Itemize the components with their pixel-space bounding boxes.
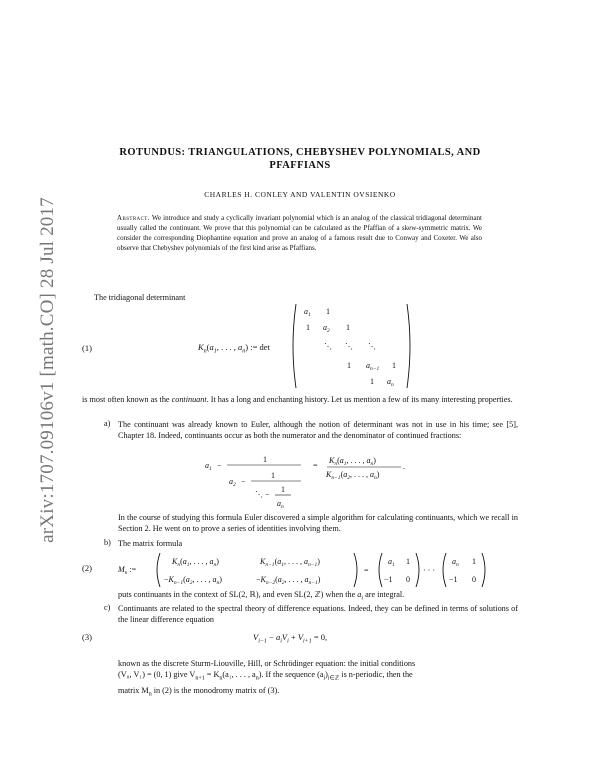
svg-text:a2: $a_2$ xyxy=(229,477,236,488)
after-eq3-line-2: (V₀, V₁) = (0, 1) give $V_{n+1} = K_n(a_1$, . . . , $a_n$). If the sequence $(a_i)_{i\in ℤ}$ is n-periodic, then the xyxy=(118,670,413,682)
eq1-k: K xyxy=(198,342,204,352)
svg-text:=: = xyxy=(364,566,369,575)
eq3-var: V xyxy=(253,632,259,642)
svg-text:Kn(a1, . . . , an): $K_n(a_1$, . . . , $a_n$) xyxy=(172,557,219,568)
svg-text:1: 1 xyxy=(281,485,285,494)
svg-text:1: 1 xyxy=(347,361,351,370)
title-line-1: ROTUNDUS: TRIANGULATIONS, CHEBYSHEV POLYNOMIALS, AND xyxy=(119,147,481,158)
svg-text:−Kn−1(a2, . . . , an): $-K_{n-1}(a_2$, . . . , $a_n$) xyxy=(164,575,222,586)
eq1-k-sub: n xyxy=(203,348,207,355)
after-eq3-l2c: (a₁, . . . , a xyxy=(222,670,256,679)
svg-text:an: $a_n$ xyxy=(277,499,284,510)
svg-text:0: 0 xyxy=(406,575,410,584)
svg-text:⋱: ⋱ xyxy=(345,342,353,351)
continuant-text-2: . It has a long and enchanting history. Let us mention a few of its many interesting properties. xyxy=(206,395,513,404)
item-b-after-sub: i xyxy=(361,595,364,602)
svg-text:1: 1 xyxy=(263,455,267,464)
svg-text:−: − xyxy=(217,461,222,470)
svg-text:.: . xyxy=(403,462,405,471)
after-eq3-l2f: is n-periodic, then the xyxy=(339,670,413,679)
svg-text:a2: $a_2$ xyxy=(323,323,330,334)
after-eq3-line-1: known as the discrete Sturm-Liouville, Hill, or Schrödinger equation: the initial conditions xyxy=(118,659,416,668)
svg-text:=: = xyxy=(313,461,318,470)
svg-text:1: 1 xyxy=(406,557,410,566)
svg-text:−: − xyxy=(265,490,270,499)
svg-text:−1: −1 xyxy=(449,575,458,584)
after-eq3-l3b: in (2) is the monodromy matrix of (3). xyxy=(151,685,280,695)
abstract xyxy=(117,213,482,253)
eq3-number: (3) xyxy=(82,632,92,642)
svg-text:1: 1 xyxy=(346,323,350,332)
svg-text:Kn(a1, . . . , an): $K_n(a_1$, . . . , $a_n$) xyxy=(329,456,376,467)
svg-text:1: 1 xyxy=(472,557,476,566)
continuant-paragraph xyxy=(82,394,518,405)
eq3-formula: $V_{i-1} - a_iV_i + V_{i+1} = 0$, xyxy=(253,632,328,645)
intro-text: The tridiagonal determinant xyxy=(94,293,186,302)
svg-text:1: 1 xyxy=(326,307,330,316)
item-a-text: The continuant was already known to Euler, although the notion of determinant was not in use in his time; see [5], Chapter 18. Indeed, continuants occur as both the numerator and the denominator of continued fractions: xyxy=(118,420,518,440)
after-eq3-l3a: matrix M xyxy=(118,685,149,695)
item-b-after-text-1: puts continuants in the context of SL(2, ℝ), and even SL(2, ℤ) when the xyxy=(118,590,358,599)
after-eq3-l2e: ) xyxy=(325,670,328,679)
item-c-label: c) xyxy=(104,603,111,612)
arxiv-sidebar xyxy=(28,180,68,560)
svg-text:⋱: ⋱ xyxy=(324,342,332,351)
item-b-after-var: a xyxy=(357,590,362,599)
abstract-label: Abstract. xyxy=(117,214,150,222)
item-a-after: In the course of studying this formula Euler discovered a simple algorithm for calculating continuants, which we recall in Section 2. He went on to prove a series of identities involving them. xyxy=(118,513,518,533)
svg-text:0: 0 xyxy=(472,575,476,584)
item-c-text: Continuants are related to the spectral theory of difference equations. Indeed, they can be defined in terms of solutions of the linear difference equation xyxy=(118,604,518,624)
continuant-text-1: is most often known as the xyxy=(82,395,172,404)
svg-text:a1: $a_1$ xyxy=(304,307,311,318)
after-eq3-l2b: = K xyxy=(204,670,220,679)
svg-text:a1: $a_1$ xyxy=(388,557,395,568)
svg-text:· · ·: · · · xyxy=(423,566,435,575)
svg-text:⋱: ⋱ xyxy=(368,342,376,351)
svg-text:−Kn−2(a2, . . . , an−1): $-K_{n-2}(a_2$, . . . , $a_{n-1}$) xyxy=(256,575,321,586)
eq2-number: (2) xyxy=(82,563,92,573)
continuant-emph: continuant xyxy=(171,395,207,404)
continued-fraction xyxy=(205,452,415,518)
svg-text:−: − xyxy=(241,477,246,486)
svg-text:Kn−1(a2, . . . , an): $K_{n-1}(a_2$, . . . , $a_n$) xyxy=(326,470,380,481)
title-line-2: PFAFFIANS xyxy=(269,160,331,171)
svg-text:Mn :=: $M_n$ := xyxy=(118,565,137,576)
item-b-after-text-2: are integral. xyxy=(363,590,405,599)
item-b-text: The matrix formula xyxy=(118,539,183,548)
authors: CHARLES H. CONLEY AND VALENTIN OVSIENKO xyxy=(204,190,396,199)
svg-text:a1: $a_1$ xyxy=(205,461,212,472)
abstract-text: We introduce and study a cyclically invariant polynomial which is an analog of the classical tridiagonal determinant usually called the continuant. We prove that this polynomial can be calculated as the Pfaffian of a skew-symmetric matrix. We consider the corresponding Diophantine equation and prove an analog of a famous result due to Conway and Coxeter. We also observe that Chebyshev polynomials of the first kind arise as Pfaffians. xyxy=(117,214,483,252)
paper-title xyxy=(110,146,490,172)
eq1-matrix xyxy=(290,302,415,394)
eq1-lhs: $K_n(a_1$, . . . , $a_n$) := det xyxy=(198,342,270,355)
after-eq3-l2d: ). If the sequence (a xyxy=(258,670,324,679)
svg-text:an: $a_n$ xyxy=(452,557,459,568)
after-eq3-paragraph xyxy=(118,658,518,700)
svg-text:⋱: ⋱ xyxy=(255,490,263,499)
eq2-matrix-formula xyxy=(118,550,498,594)
svg-text:an−1: $a_{n-1}$ xyxy=(366,361,380,372)
item-b-label: b) xyxy=(104,538,111,547)
svg-text:1: 1 xyxy=(271,471,275,480)
after-eq3-line-3: matrix $M_n$ in (2) is the monodromy matrix of (3). xyxy=(118,685,280,698)
svg-text:an: $a_n$ xyxy=(387,377,394,388)
svg-text:Kn−1(a1, . . . , an−1): $K_{n-1}(a_1$, . . . , $a_{n-1}$) xyxy=(260,557,320,568)
item-a-label: a) xyxy=(104,419,111,428)
eq1-number: (1) xyxy=(82,343,92,353)
svg-text:1: 1 xyxy=(370,377,374,386)
svg-text:−1: −1 xyxy=(384,575,393,584)
svg-text:1: 1 xyxy=(392,361,396,370)
svg-text:1: 1 xyxy=(306,323,310,332)
after-eq3-l2a: (V₀, V₁) = (0, 1) give V xyxy=(118,670,196,679)
arxiv-id: arXiv:1707.09106v1 [math.CO] 28 Jul 2017 xyxy=(37,197,58,543)
